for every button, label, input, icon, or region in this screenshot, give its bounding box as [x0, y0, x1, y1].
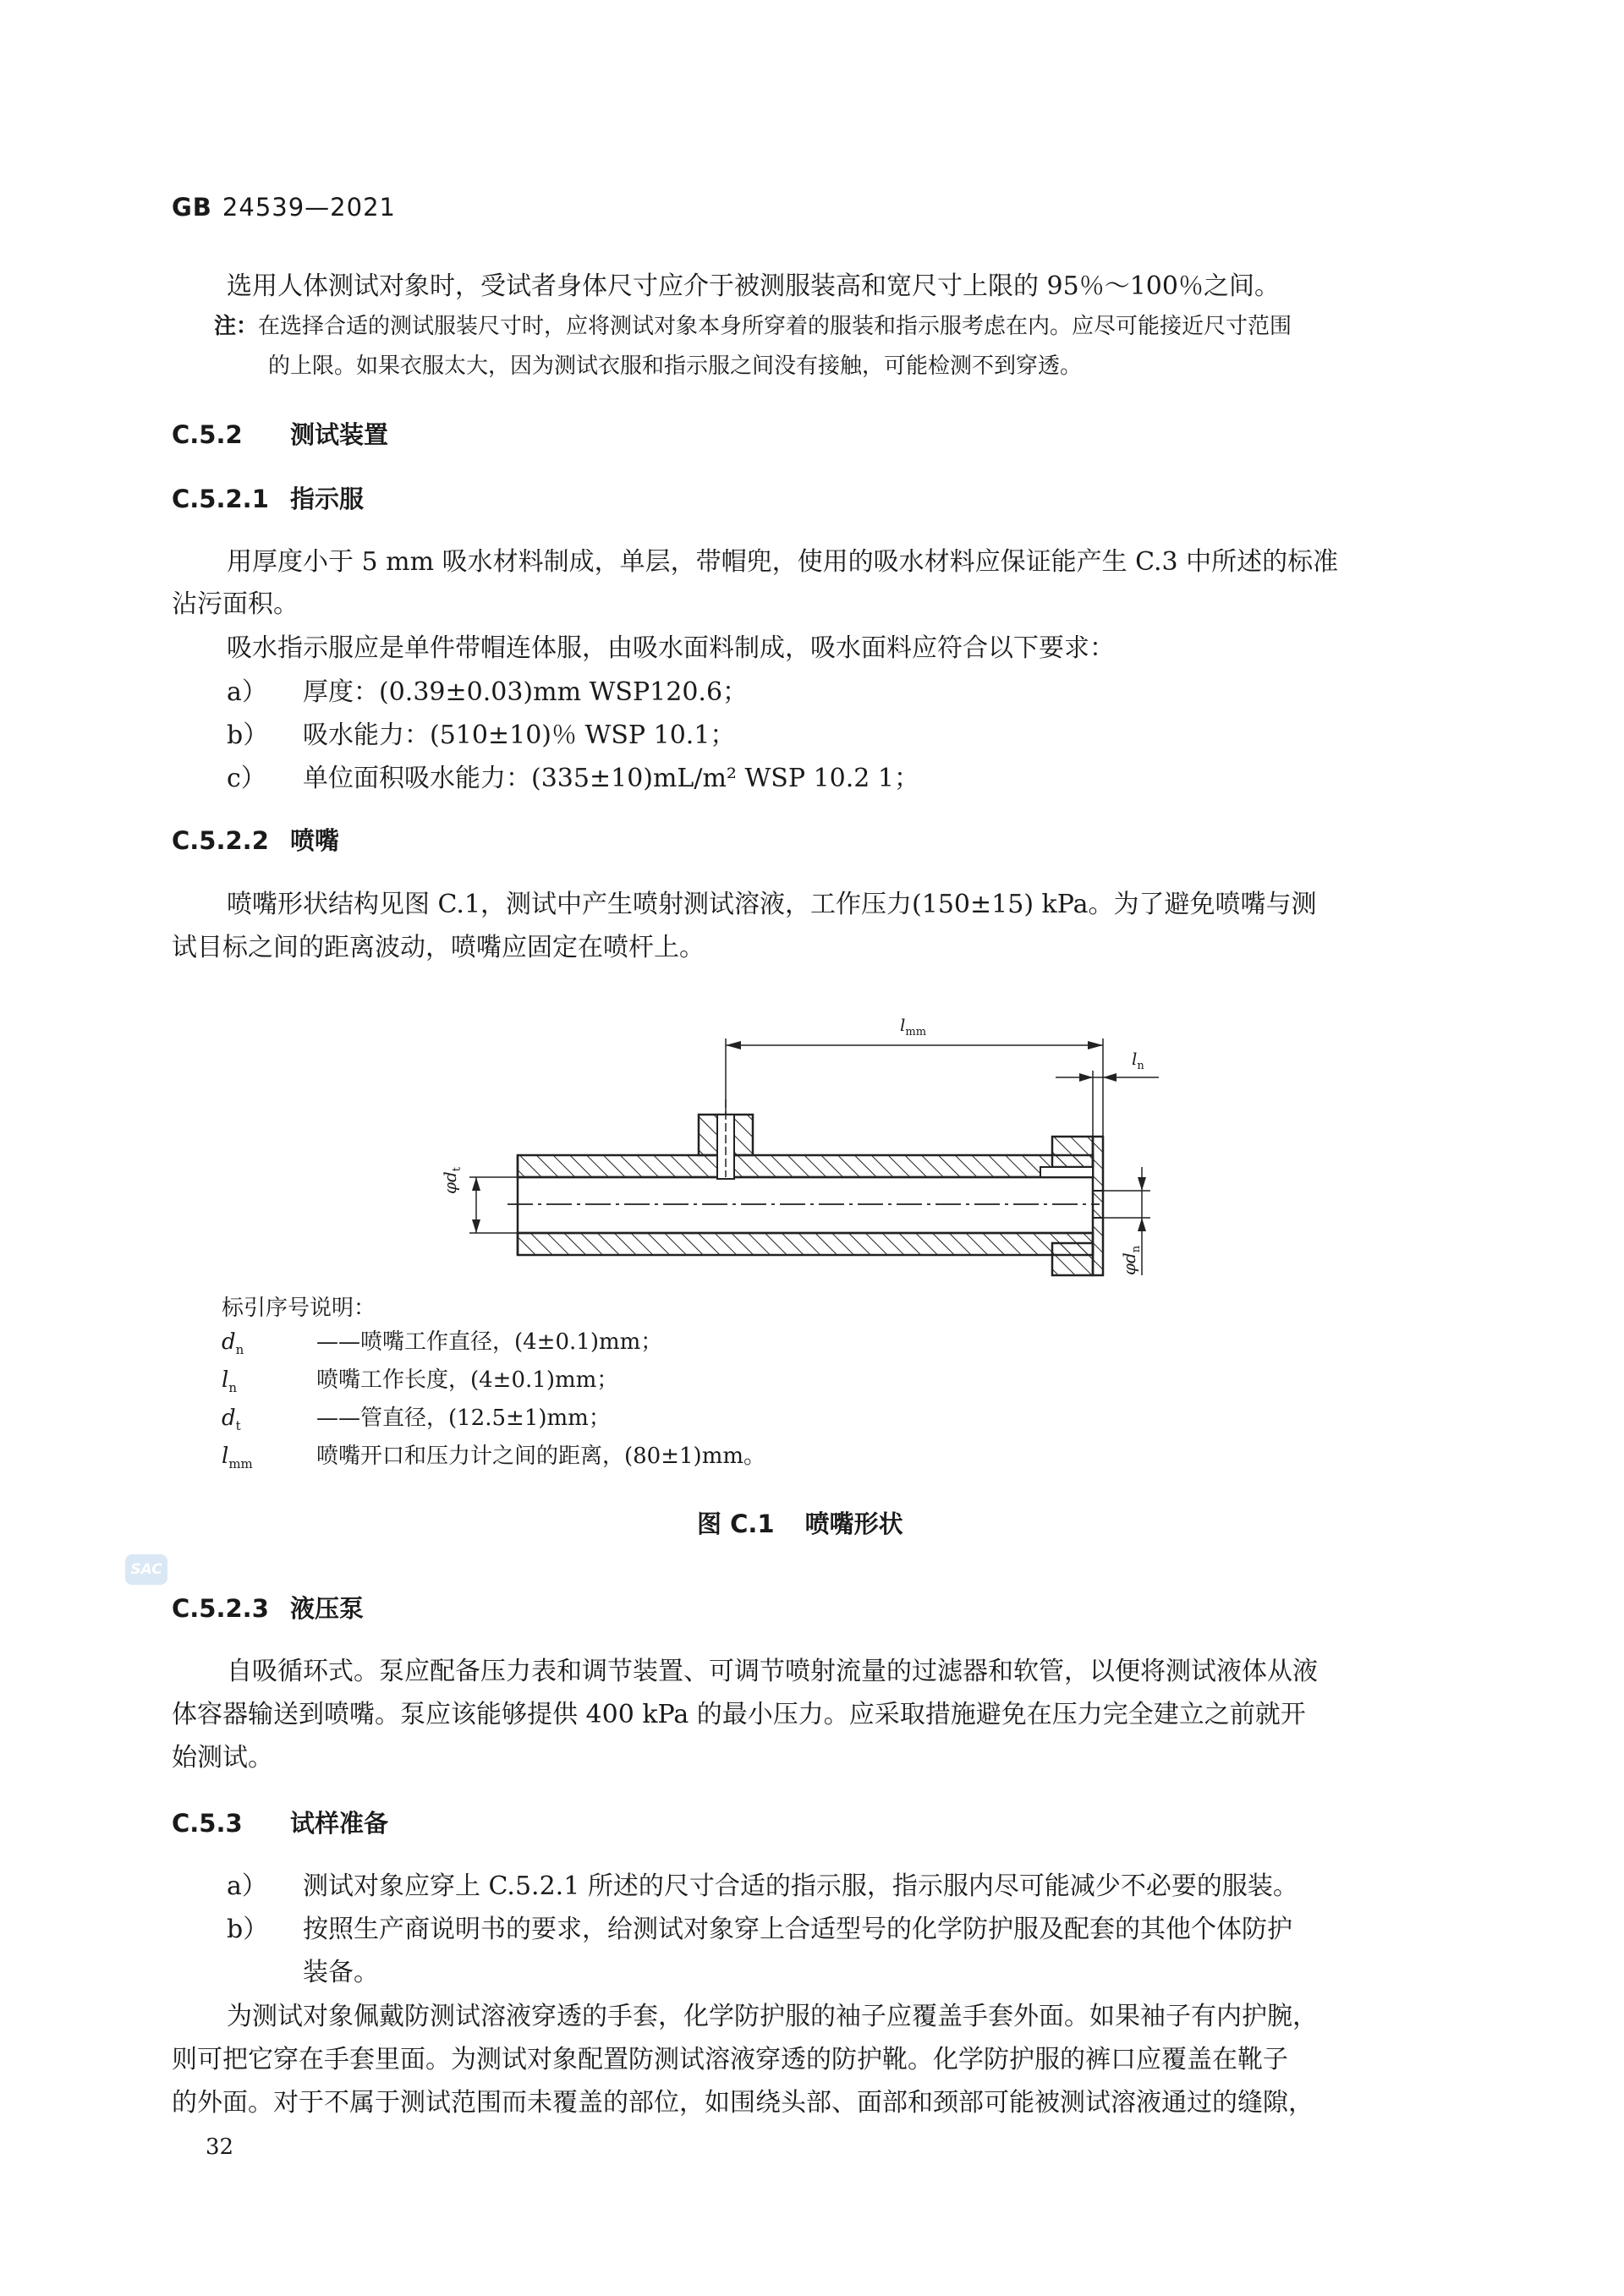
section-title: 测试装置 [290, 420, 389, 449]
page-number: 32 [206, 2134, 234, 2160]
standard-number: 24539—2021 [222, 193, 396, 222]
note-text-1: 在选择合适的测试服装尺寸时，应将测试对象本身所穿着的服装和指示服考虑在内。应尽可能接近尺寸范围 [258, 314, 1292, 339]
list-item [227, 713, 1411, 759]
note-label: 注： [214, 314, 259, 339]
list-text: 按照生产商说明书的要求，给测试对象穿上合适型号的化学防护服及配套的其他个体防护 [303, 1915, 1292, 1944]
section-title: 液压泵 [290, 1594, 365, 1623]
section-heading-c52 [172, 416, 388, 451]
c521-paragraph-2: 吸水指示服应是单件带帽连体服，由吸水面料制成，吸水面料应符合以下要求： [227, 633, 1115, 663]
key-item: $d_n$ ——喷嘴工作直径，(4±0.1)mm； [222, 1329, 663, 1358]
c522-paragraph-line-1: 喷嘴形状结构见图 C.1，测试中产生喷射测试溶液，工作压力(150±15) kPa。为了避免喷嘴与测 [227, 890, 1317, 919]
c53-paragraph-line-2: 则可把它穿在手套里面。为测试对象配置防测试溶液穿透的防护靴。化学防护服的裤口应覆盖在靴子 [172, 2045, 1288, 2074]
section-heading-c53 [172, 1805, 388, 1839]
c521-paragraph-1-line-2: 沾污面积。 [172, 589, 299, 619]
tube-body [508, 1155, 1100, 1255]
section-heading-c521 [172, 480, 364, 515]
section-heading-c523 [172, 1590, 364, 1625]
key-title: 标引序号说明： [222, 1296, 376, 1321]
list-item [227, 1907, 1411, 1953]
list-label: c） [227, 764, 266, 793]
caption-title: 喷嘴形状 [804, 1510, 903, 1538]
section-number: C.5.2.3 [172, 1594, 269, 1623]
list-label: a） [227, 677, 267, 707]
list-text: 吸水能力：(510±10)％ WSP 10.1； [303, 721, 736, 750]
c522-paragraph-line-2: 试目标之间的距离波动，喷嘴应固定在喷杆上。 [172, 933, 705, 962]
dimension-dt [469, 1177, 518, 1233]
list-label: a） [227, 1871, 267, 1901]
list-label: b） [227, 721, 269, 750]
list-text-continuation: 装备。 [303, 1958, 379, 1987]
c523-line-1: 自吸循环式。泵应配备压力表和调节装置、可调节喷射流量的过滤器和软管，以便将测试液体从液 [227, 1657, 1318, 1686]
key-item: $l_n$ 喷嘴工作长度，(4±0.1)mm； [222, 1367, 619, 1396]
c521-paragraph-1-line-1: 用厚度小于 5 mm 吸水材料制成，单层，带帽兜，使用的吸水材料应保证能产生 C.3 中所述的标准 [227, 547, 1339, 577]
dimension-ln [1056, 1071, 1159, 1137]
list-label: b） [227, 1915, 269, 1944]
label-dn: $\varphi d_n$ [1119, 1245, 1143, 1275]
section-heading-c522 [172, 822, 339, 857]
sac-logo: SAC [125, 1554, 167, 1585]
section-number: C.5.3 [172, 1809, 243, 1838]
section-title: 喷嘴 [290, 826, 340, 855]
label-lmm: $l_{mm}$ [900, 1015, 927, 1038]
c53-paragraph-line-3: 的外面。对于不属于测试范围而未覆盖的部位，如围绕头部、面部和颈部可能被测试溶液通过的缝隙， [172, 2088, 1314, 2118]
c523-line-2: 体容器输送到喷嘴。泵应该能够提供 400 kPa 的最小压力。应采取措施避免在压力完全建立之前就开 [172, 1700, 1306, 1729]
section-title: 试样准备 [290, 1809, 389, 1838]
figure-caption [697, 1505, 903, 1540]
note-line-2: 的上限。如果衣服太大，因为测试衣服和指示服之间没有接触，可能检测不到穿透。 [268, 353, 1083, 379]
list-text: 单位面积吸水能力：(335±10)mL/m² WSP 10.2 1； [303, 764, 919, 793]
list-item [227, 1864, 1411, 1910]
section-number: C.5.2.1 [172, 485, 269, 513]
section-number: C.5.2 [172, 420, 243, 449]
c53-paragraph-line-1: 为测试对象佩戴防测试溶液穿透的手套，化学防护服的袖子应覆盖手套外面。如果袖子有内护腕， [227, 2002, 1318, 2031]
caption-number: 图 C.1 [697, 1510, 775, 1538]
list-item [227, 756, 1411, 802]
list-text: 测试对象应穿上 C.5.2.1 所述的尺寸合适的指示服，指示服内尽可能减少不必要的服装。 [303, 1871, 1298, 1901]
c523-line-3: 始测试。 [172, 1743, 273, 1773]
key-item: $d_t$ ——管直径，(12.5±1)mm； [222, 1406, 611, 1434]
list-text: 厚度：(0.39±0.03)mm WSP120.6； [303, 677, 749, 707]
nozzle-drawing [423, 998, 1184, 1294]
section-title: 指示服 [290, 485, 365, 513]
list-item [227, 670, 1411, 715]
note-line-1 [214, 308, 1292, 345]
label-dt: $\varphi d_t$ [440, 1166, 464, 1194]
standard-code: GB [172, 193, 212, 222]
key-item: $l_{mm}$ 喷嘴开口和压力计之间的距离，(80±1)mm。 [222, 1444, 766, 1472]
label-ln: $l_n$ [1132, 1049, 1144, 1072]
dimension-lmm [726, 1038, 1103, 1137]
section-number: C.5.2.2 [172, 826, 269, 855]
intro-paragraph: 选用人体测试对象时，受试者身体尺寸应介于被测服装高和宽尺寸上限的 95％～100％之间。 [227, 271, 1280, 301]
document-header [172, 193, 396, 222]
